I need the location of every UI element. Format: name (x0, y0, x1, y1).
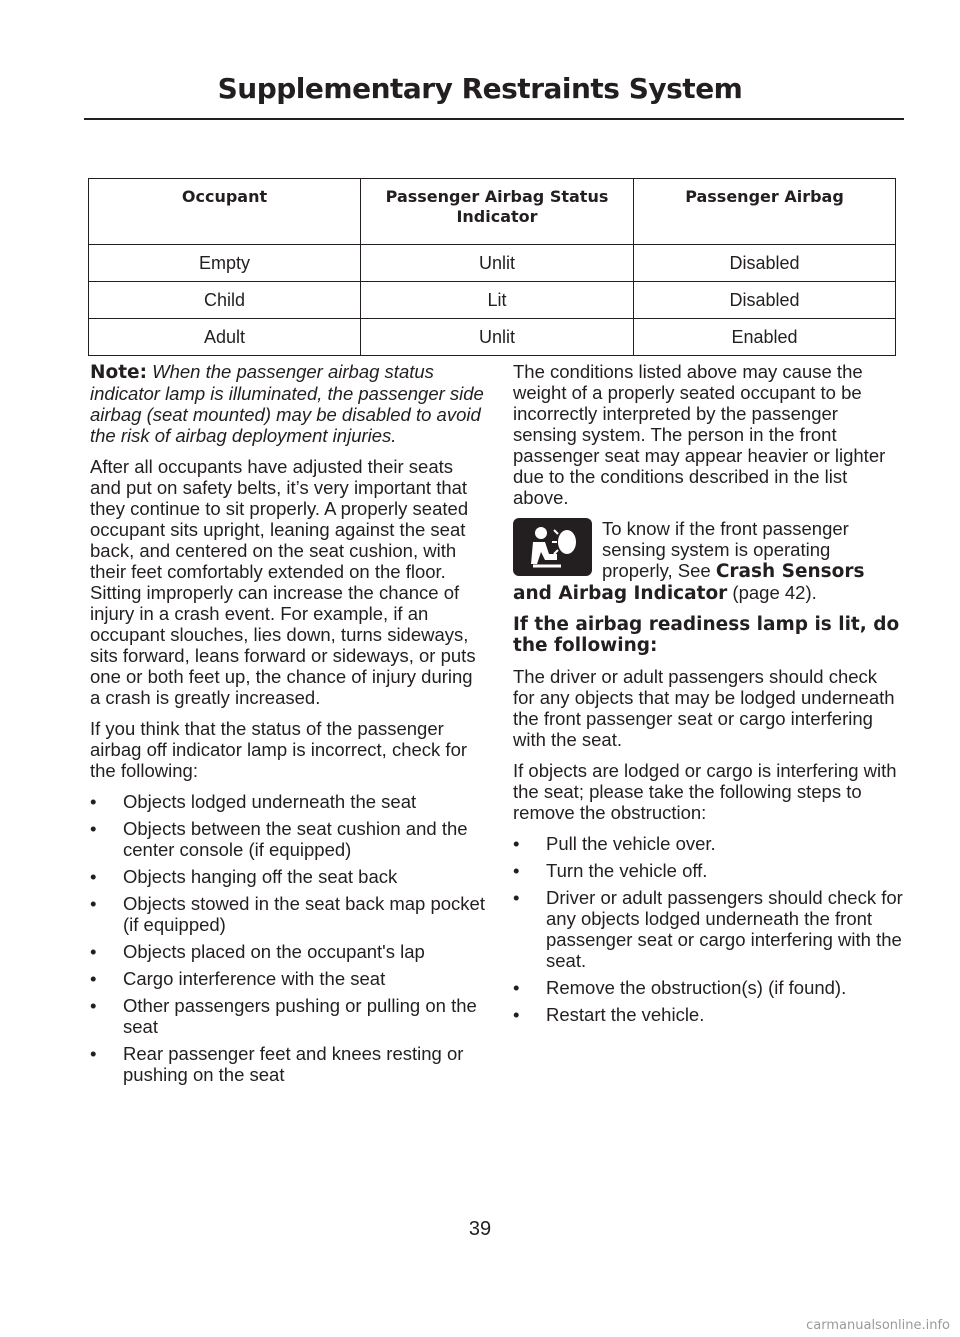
obstruction-steps (513, 833, 903, 1025)
crash-sensors-link[interactable]: Crash Sensors and Airbag Indicator (513, 561, 865, 604)
page-number: 39 (468, 1218, 492, 1240)
airbag-indicator-paragraph (513, 518, 903, 604)
table-row (89, 319, 896, 356)
indicator-check-paragraph: If you think that the status of the passenger airbag off indicator lamp is incorrect, check for the following: (90, 718, 468, 781)
list-item: • Objects stowed in the seat back map pocket (if equipped) (90, 893, 485, 935)
table-cell: Child (89, 282, 361, 319)
readiness-lamp-heading: If the airbag readiness lamp is lit, do the following: (513, 614, 900, 656)
conditions-paragraph: The conditions listed above may cause the weight of a properly seated occupant to be incorrectly interpreted by the passenger sensing system. The person in the front passenger seat may appear heavier or lighter due to the conditions described in the list above. (513, 361, 886, 508)
column-header-status-indicator: Passenger Airbag Status Indicator (361, 179, 634, 245)
table-row (89, 245, 896, 282)
table-row (89, 282, 896, 319)
list-item: • Driver or adult passengers should check for any objects lodged underneath the front passenger seat or cargo interfering with the seat. (513, 887, 903, 971)
page-title: Supplementary Restraints System (217, 72, 743, 105)
column-header-occupant: Occupant (89, 179, 361, 245)
list-item: • Objects hanging off the seat back (90, 866, 485, 887)
list-item: • Rear passenger feet and knees resting or pushing on the seat (90, 1043, 485, 1085)
table-cell: Enabled (634, 319, 896, 356)
list-item: • Cargo interference with the seat (90, 968, 485, 989)
table-header-row (89, 179, 896, 245)
table-cell: Disabled (634, 245, 896, 282)
left-column (90, 361, 485, 1095)
note-paragraph (90, 361, 485, 446)
table-cell: Adult (89, 319, 361, 356)
objects-checklist (90, 791, 485, 1085)
obstruction-paragraph: If objects are lodged or cargo is interfering with the seat; please take the following steps to remove the obstruction: (513, 760, 897, 823)
note-text: When the passenger airbag status indicator lamp is illuminated, the passenger side airbag (seat mounted) may be disabled to avoid the risk of airbag deployment injuries. (90, 361, 484, 446)
seating-paragraph: After all occupants have adjusted their seats and put on safety belts, it’s very important that they continue to sit properly. A properly seated occupant sits upright, leaning against the seat back, and centered on the seat cushion, with their feet comfortably extended on the floor. Sitting improperly can increase the chance of injury in a crash event. For example, if an occupant slouches, lies down, turns sideways, sits forward, leans forward or sideways, or puts one or both feet up, the chance of injury during a crash is greatly increased. (90, 456, 476, 708)
page-reference: (page 42). (727, 582, 817, 603)
airbag-status-table (88, 178, 896, 356)
list-item: • Turn the vehicle off. (513, 860, 903, 881)
right-column (513, 361, 903, 1035)
list-item: • Objects between the seat cushion and the center console (if equipped) (90, 818, 485, 860)
list-item: • Objects placed on the occupant's lap (90, 941, 485, 962)
column-header-passenger-airbag: Passenger Airbag (634, 179, 896, 245)
watermark: carmanualsonline.info (806, 1318, 950, 1333)
list-item: • Pull the vehicle over. (513, 833, 903, 854)
note-label: Note: (90, 362, 147, 383)
table-cell: Disabled (634, 282, 896, 319)
header-divider (84, 118, 904, 120)
table-cell: Unlit (361, 319, 634, 356)
table-cell: Unlit (361, 245, 634, 282)
list-item: • Remove the obstruction(s) (if found). (513, 977, 903, 998)
list-item: • Other passengers pushing or pulling on the seat (90, 995, 485, 1037)
list-item: • Restart the vehicle. (513, 1004, 903, 1025)
table-cell: Empty (89, 245, 361, 282)
airbag-warning-icon (513, 518, 592, 576)
airbag-indicator-text: To know if the front passenger sensing system is operating properly, See (602, 518, 849, 581)
lodged-objects-paragraph: The driver or adult passengers should check for any objects that may be lodged underneath the front passenger seat or cargo interfering with the seat. (513, 666, 895, 750)
table-cell: Lit (361, 282, 634, 319)
list-item: • Objects lodged underneath the seat (90, 791, 485, 812)
